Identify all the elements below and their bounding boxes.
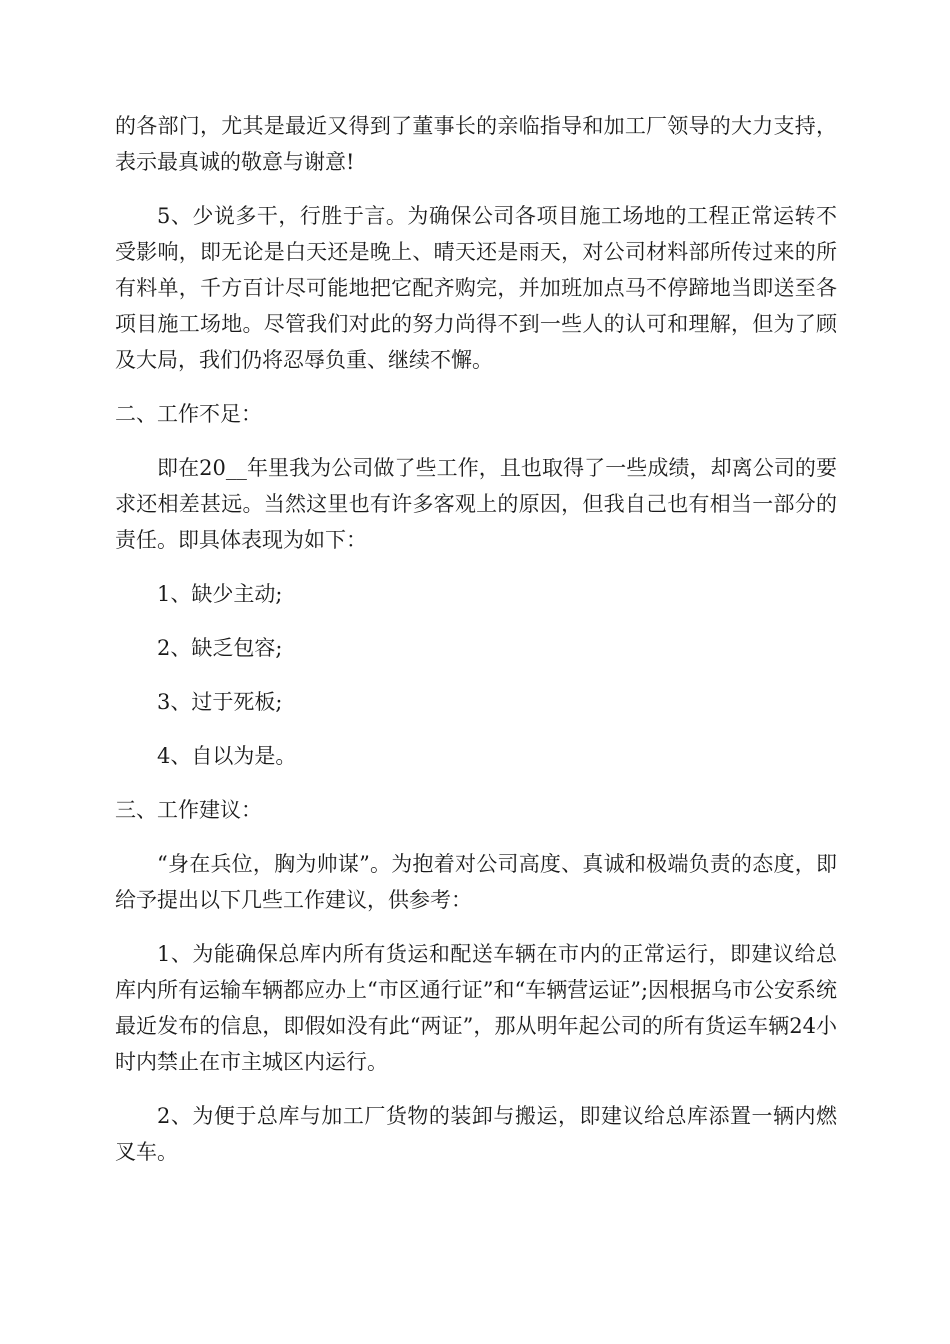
list-item-4: 4、自以为是。	[157, 744, 297, 768]
list-item-3: 3、过于死板;	[157, 690, 283, 714]
list-item-2: 2、缺乏包容;	[157, 636, 283, 660]
list-item-1: 1、缺少主动;	[157, 582, 283, 606]
document-page	[115, 108, 837, 1188]
suggestion-item-2: 2、为便于总库与加工厂货物的装卸与搬运，即建议给总库添置一辆内燃叉车。	[115, 1104, 837, 1164]
section-heading-shortcomings: 二、工作不足：	[115, 402, 262, 426]
paragraph-continuation: 的各部门，尤其是最近又得到了董事长的亲临指导和加工厂领导的大力支持，表示最真诚的敬意与谢意!	[115, 114, 837, 174]
section-heading-suggestions: 三、工作建议：	[115, 798, 262, 822]
paragraph-item-5: 5、少说多干，行胜于言。为确保公司各项目施工场地的工程正常运转不受影响，即无论是白天还是晚上、晴天还是雨天，对公司材料部所传过来的所有料单，千方百计尽可能地把它配齐购完，并加班加点马不停蹄地当即送至各项目施工场地。尽管我们对此的努力尚得不到一些人的认可和理解，但为了顾及大局，我们仍将忍辱负重、继续不懈。	[115, 204, 837, 372]
suggestion-item-1: 1、为能确保总库内所有货运和配送车辆在市内的正常运行，即建议给总库内所有运输车辆都应办上“市区通行证”和“车辆营运证”;因根据乌市公安系统最近发布的信息，即假如没有此“两证”，那从明年起公司的所有货运车辆24小时内禁止在市主城区内运行。	[115, 942, 838, 1074]
paragraph-shortcomings-intro: 即在20__年里我为公司做了些工作，且也取得了一些成绩，却离公司的要求还相差甚远。当然这里也有许多客观上的原因，但我自己也有相当一部分的责任。即具体表现为如下：	[115, 456, 837, 552]
paragraph-suggestions-intro: “身在兵位，胸为帅谋”。为抱着对公司高度、真诚和极端负责的态度，即给予提出以下几些工作建议，供参考：	[115, 852, 837, 912]
